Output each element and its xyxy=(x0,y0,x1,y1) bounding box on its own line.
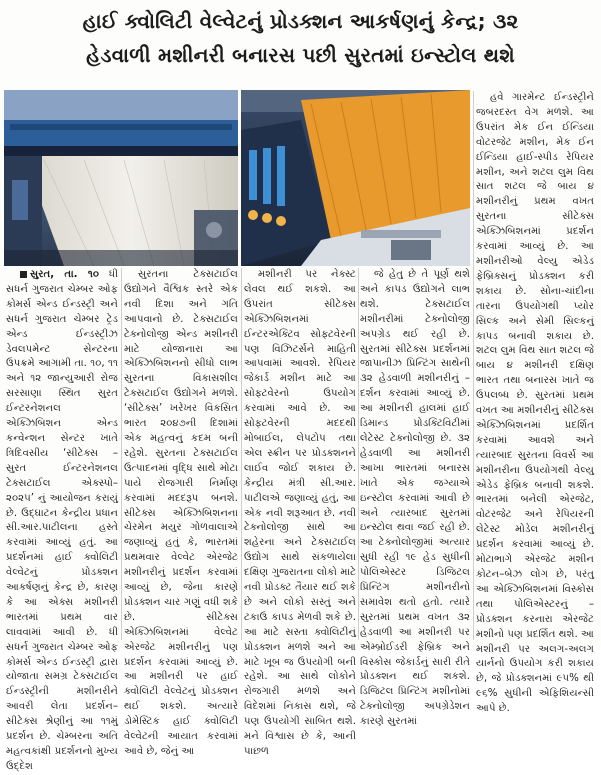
article-column-3 xyxy=(244,268,356,757)
article-column-1 xyxy=(6,268,118,772)
bullet-square-icon xyxy=(20,271,27,278)
column-3-text: મશીનરી પર નેક્સ્ટ લેવલ થઈ શકશે. આ ઉપરાંત સીટેક્સ એક્ઝિબિશનમાં ઈન્ટરએક્ટિવ સોફ્ટવેરની પણ વિઝિટર્સને માહિતી આપવામાં આવશે. રેપિયર જેકાર્ડ મશીન માટે આ સોફ્ટવેરનો ઉપયોગ કરવામાં આવે છે. આ સોફ્ટવેરની મદદથી મોબાઈલ, લેપટોપ તથા એલ સ્ક્રીન પર પ્રોડક્શનને લાઈવ જોઈ શકાય છે. કેન્દ્રીય મંત્રી સી.આર. પાટીલએ જણાવ્યું હતું, આ એક નવી શરૂઆત છે. નવી ટેક્નોલોજી સાથે આ શહેરના અને ટેક્સટાઈલ ઉદ્યોગ સાથે સંકળાયેલા દક્ષિણ ગુજરાતના લોકો માટે નવી પ્રોડક્ટ તૈયાર થઈ શકે છે અને લોકો સસ્તું અને ટકાઉ કાપડ મેળવી શકે છે. આ માટે સસ્તા ક્વોલિટીનું પ્રોડક્શન મળશે અને આ માટે ખૂબ જ ઉપયોગી બની રહેશે. આ સાથે લોકોને રોજગારી મળશે અને વિદેશમાં નિકાસ થશે, જે પણ ઉપયોગી સાબિત થશે. મને વિશ્વાસ છે કે, આની પાછળ xyxy=(244,269,356,757)
headline xyxy=(6,4,595,72)
article-column-2 xyxy=(124,268,238,757)
article-column-4 xyxy=(360,268,470,728)
column-4-text: જે હેતુ છે તે પૂર્ણ થશે અને કાપડ ઉદ્યોગને લાભ થશે. ટેક્સટાઈલ મશીનરીમાં ટેક્નોલોજી અપગ્રેડ થઈ રહી છે. સુરતમાં સીટેક્સ પ્રદર્શનમાં જાપાનીઝ પ્રિન્ટિંગ સાથેની ૩૨ હેડવાળી મશીનરીનું –દર્શન કરવામાં આવ્યું છે. આ મશીનરી હાલમાં હાઈ ડિમાન્ડ પ્રોડક્ટિવિટીમાં લેટેસ્ટ ટેક્નોલોજી છે. ૩૨ હેડવાળી આ મશીનરી આખા ભારતમાં બનારસ ખાતે એક જગ્યાએ ઇન્સ્ટોલ કરવામાં આવી છે અને ત્યારબાદ સુરતમાં ઇન્સ્ટોલ થવા જઈ રહી છે. આ ટેક્નોલોજીમાં અત્યાર સુધી રહી ૧૯ હેડ સુધીની પોલિએસ્ટર ડિજિટલ પ્રિન્ટિંગ મશીનરીનો સમાવેશ થતો હતો. ત્યારે સુરતમાં પ્રથમ વખત ૩૨ હેડવાળી આ મશીનરી પર એમ્બ્રોઈડરી ફેબ્રિક અને વિસ્કોસ જેકાર્ડનું સારી રીતે પ્રોડક્શન થઈ શકશે. ડિજિટલ પ્રિન્ટિંગ મશીનોમાં ટેક્નોલોજી અપગ્રેડેશન કારણે સુરતમાં xyxy=(360,269,470,728)
headline-line-1: હાઈ ક્વોલિટી વેલ્વેટનું પ્રોડક્શન આકર્ષણનું કેન્દ્ર; ૩૨ xyxy=(82,9,519,33)
column-5-text: હવે ગારમેન્ટ ઈન્ડસ્ટ્રીને જબરદસ્ત વેગ મળશે. આ ઉપરાંત મેક ઈન ઈન્ડિયા વોટરજેટ મશીન, મેક ઈન ઈન્ડિયા હાઈ-સ્પીડ રેપિયર મશીન, અને શટલ લુમ વિથ સાત શટલ જે બાય ૪ મશીનરીનું પ્રથમ વખત સુરતના સીટેક્સ એક્ઝિબિશનમાં પ્રદર્શન કરવામાં આવ્યું છે. આ મશીનરીઓ વેલ્યુ એડેડ ફેબ્રિક્સનું પ્રોડક્શન કરી શકાય છે. સોના-ચાંદીના તારના ઉપયોગથી પ્યોર સિલ્ક અને સેમી સિલ્કનું કાપડ બનાવી શકાય છે. શટલ લુમ વિથ સાત શટલ જે બાય ૪ મશીનરી દક્ષિણ ભારત તથા બનારસ ખાતે જ ઉપલબ્ધ છે. સુરતમાં પ્રથમ વખત આ મશીનરીનું સીટેક્સ એક્ઝિબિશનમાં પ્રદર્શિત કરવામાં આવશે અને ત્યારબાદ સુરતના વિવર્સ આ મશીનરીના ઉપયોગથી વેલ્યુ એડેડ ફેબ્રિક બનાવી શકશે. ભારતમાં બનેલી એરજેટ, વોટરજેટ અને રેપિયરની લેટેસ્ટ મોડેલ મશીનરીનું પ્રદર્શન કરવામાં આવ્યું છે. મોટાભાગે એરજેટ મશીન કોટન–બેઝ લોગ છે, પરંતુ આ એક્ઝિબિશનમાં વિસ્કોસ તથા પોલિએસ્ટરનું –પ્રોડક્શન કરનારા એરજેટ મશીનો પણ પ્રદર્શિત થશે. આ મશીનરી પર અલગ-અલગ યાર્નનો ઉપયોગ કરી શકાય છે, જે પ્રોડક્શનમાં ૯૫% થી ૯૬% સુધીની એફિશિયન્સી આપે છે. xyxy=(476,92,594,715)
velvet-loom-machine-photo xyxy=(4,90,238,266)
headline-line-2: હેડવાળી મશીનરી બનારસ પછી સુરતમાં ઇન્સ્ટોલ થશે xyxy=(86,43,515,67)
column-rule xyxy=(358,268,359,640)
yarn-creel-jacquard-photo xyxy=(241,90,470,266)
dateline: સુરત, તા. ૧૦ xyxy=(30,269,99,280)
article-column-5 xyxy=(476,91,594,715)
column-rule xyxy=(473,91,474,640)
column-1-text: ધી સધર્ન ગુજરાત ચેમ્બર ઓફ કોમર્સ એન્ડ ઈન્ડસ્ટ્રી અને સધર્ન ગુજરાત ચેમ્બર ટ્રેડ એન્ડ ઈન્ડસ્ટ્રીઝ ડેવલપમેન્ટ સેન્ટરના ઉપક્રમે આગામી તા. ૧૦, ૧૧ અને ૧૨ જાન્યુઆરી રોજ સરસાણા સ્થિત સુરત ઈન્ટરનેશનલ એક્ઝિબિશન એન્ડ કન્વેન્શન સેન્ટર ખાતે ત્રિદિવસીય ‘સીટેક્સ – સુરત ઈન્ટરનેશનલ ટેક્સટાઈલ એક્સ્પો–૨૦૨૫’ નું આયોજન કરાયું છે. ઉદ્ઘાટન કેન્દ્રીય પ્રધાન સી.આર.પાટીલના હસ્તે કરવામાં આવ્યું હતું. આ પ્રદર્શનમાં હાઈ ક્વોલિટી વેલ્વેટનું પ્રોડક્શન આકર્ષણનું કેન્દ્ર છે, કારણ કે આ એક્સ મશીનરી ભારતમાં પ્રથમ વાર લાવવામાં આવી છે. ધી સધર્ન ગુજરાત ચેમ્બર ઓફ કોમર્સ એન્ડ ઈન્ડસ્ટ્રી દ્વારા યોજાતા સમગ્ર ટેક્સટાઈલ ઈન્ડસ્ટ્રીની મશીનરીને આવરી લેતા પ્રદર્શન–સીટેક્સ શ્રેણીનું આ ૧૧મું પ્રદર્શન છે. ચેમ્બરના અતિ મહત્વકાંક્ષી પ્રદર્શનનો મુખ્ય ઉદ્દેશ xyxy=(6,269,118,772)
column-2-text: સુરતના ટેક્સટાઈલ ઉદ્યોગને વૈશ્વિક સ્તરે એક નવી દિશા અને ગતિ આપવાનો છે. ટેક્સટાઈલ ટેક્નોલોજી એન્ડ મશીનરી માટે યોજાનારા આ એક્ઝિબિશનનો સીધો લાભ સુરતના વિકાસશીલ ટેક્સટાઈલ ઉદ્યોગને મળશે. ‘સીટેક્સ’ ખરેખર વિકસિત ભારત ૨૦૪૭ની દિશામાં એક મહત્વનું કદમ બની રહેશે. સુરતના ટેક્સટાઈલ ઉત્પાદનમાં વૃદ્ધિ સાથે મોટા પાયે રોજગારી નિર્માણ કરવામાં મદદરૂપ બનશે. સીટેક્સ એક્ઝિબિશનના ચેરમેન મયુર ગોળવાલાએ જણાવ્યું હતું કે, ભારતમાં પ્રથમવાર વેલ્વેટ એરજેટ મશીનરીનું પ્રદર્શન કરવામાં આવ્યું છે, જેના કારણે પ્રોડક્શન ચાર ગણું વધી શકે છે. સીટેક્સ એક્ઝિબિશનમાં વેલ્વેટ એરજેટ મશીનરીનું પણ પ્રદર્શન કરવામાં આવ્યું છે. આ મશીનરી પર હાઈ ક્વોલિટી વેલ્વેટનું પ્રોડક્શન થઈ શકશે. અત્યારે ડોમેસ્ટિક હાઈ ક્વોલિટી વેલ્વેટની આયાત કરવામાં આવે છે, જેનું આ xyxy=(124,269,238,757)
column-rule xyxy=(121,268,122,640)
column-rule xyxy=(241,268,242,640)
